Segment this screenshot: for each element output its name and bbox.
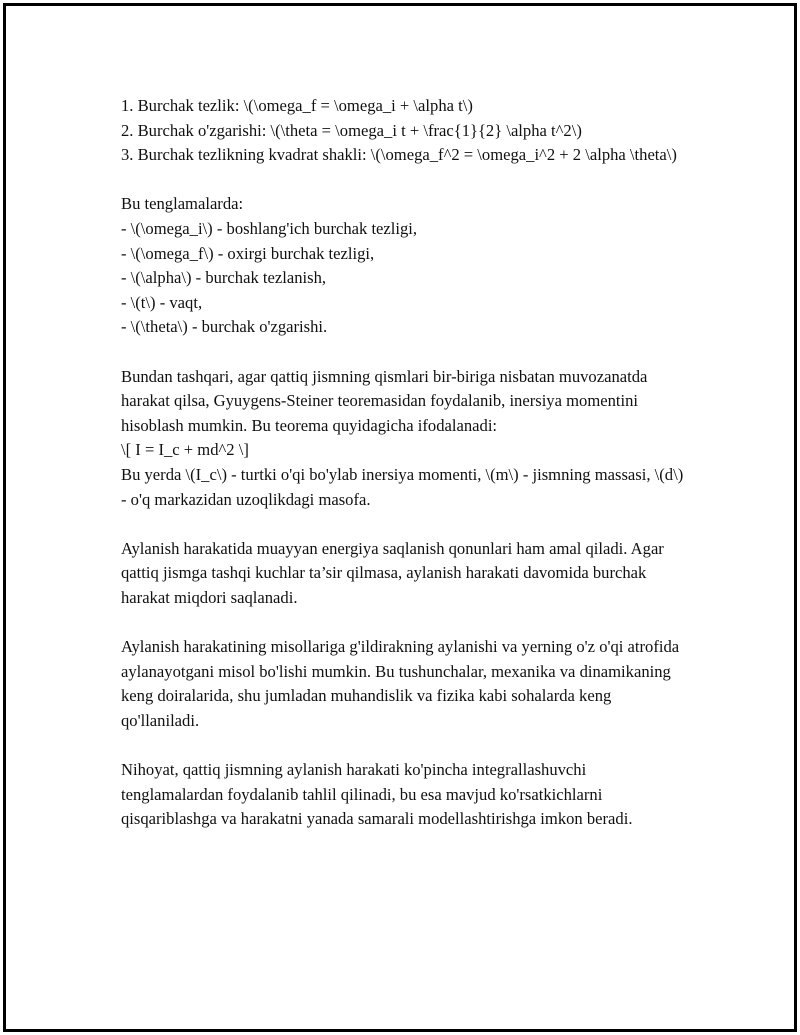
definitions-intro: Bu tenglamalarda: — [121, 194, 244, 214]
definition-alpha: - \(\alpha\) - burchak tezlanish, — [121, 268, 327, 288]
definition-t: - \(t\) - vaqt, — [121, 292, 203, 312]
definition-omega-f: - \(\omega_f\) - oxirgi burchak tezligi, — [121, 243, 375, 263]
steiner-text: Bundan tashqari, agar qattiq jismning qismlari bir-biriga nisbatan muvozanatda harakat qilsa, Gyuygens-Steiner teoremasidan foydalanib, inersiya momentini hisoblash mumkin. Bu teorema quyidagicha ifodalanadi: — [121, 366, 648, 435]
equation-angular-displacement: 2. Burchak o'zgarishi: \(\theta = \omega_i t + \frac{1}{2} \alpha t^2\) — [121, 120, 582, 140]
steiner-explanation: Bu yerda \(I_c\) - turtki o'qi bo'ylab inersiya momenti, \(m\) - jismning massasi, \(d\) - o'q markazidan uzoqlikdagi masofa. — [121, 464, 684, 509]
equations-block — [121, 94, 691, 168]
steiner-block — [121, 365, 691, 513]
paragraph-conservation: Aylanish harakatida muayyan energiya saqlanish qonunlari ham amal qiladi. Agar qattiq jismga tashqi kuchlar ta’sir qilmasa, aylanish harakati davomida burchak harakat miqdori saqlanadi. — [121, 538, 664, 607]
document-body — [121, 94, 691, 832]
steiner-formula: \[ I = I_c + md^2 \] — [121, 440, 249, 460]
definition-omega-i: - \(\omega_i\) - boshlang'ich burchak tezligi, — [121, 218, 418, 238]
equation-velocity-squared: 3. Burchak tezlikning kvadrat shakli: \(\omega_f^2 = \omega_i^2 + 2 \alpha \theta\) — [121, 145, 677, 165]
paragraph-examples: Aylanish harakatining misollariga g'ildirakning aylanishi va yerning o'z o'qi atrofida aylanayotgani misol bo'lishi mumkin. Bu tushunchalar, mexanika va dinamikaning keng doiralarida, shu jumladan muhandislik va fizika kabi sohalarda keng qo'llaniladi. — [121, 637, 680, 730]
paragraph-conclusion: Nihoyat, qattiq jismning aylanish harakati ko'pincha integrallashuvchi tenglamalardan foydalanib tahlil qilinadi, bu esa mavjud ko'rsatkichlarni qisqariblashga va harakatni yanada samarali modellashtirishga imkon beradi. — [121, 760, 633, 829]
document-page — [3, 3, 797, 1032]
equation-angular-velocity: 1. Burchak tezlik: \(\omega_f = \omega_i + \alpha t\) — [121, 96, 473, 115]
definitions-block — [121, 192, 691, 340]
definition-theta: - \(\theta\) - burchak o'zgarishi. — [121, 317, 328, 337]
